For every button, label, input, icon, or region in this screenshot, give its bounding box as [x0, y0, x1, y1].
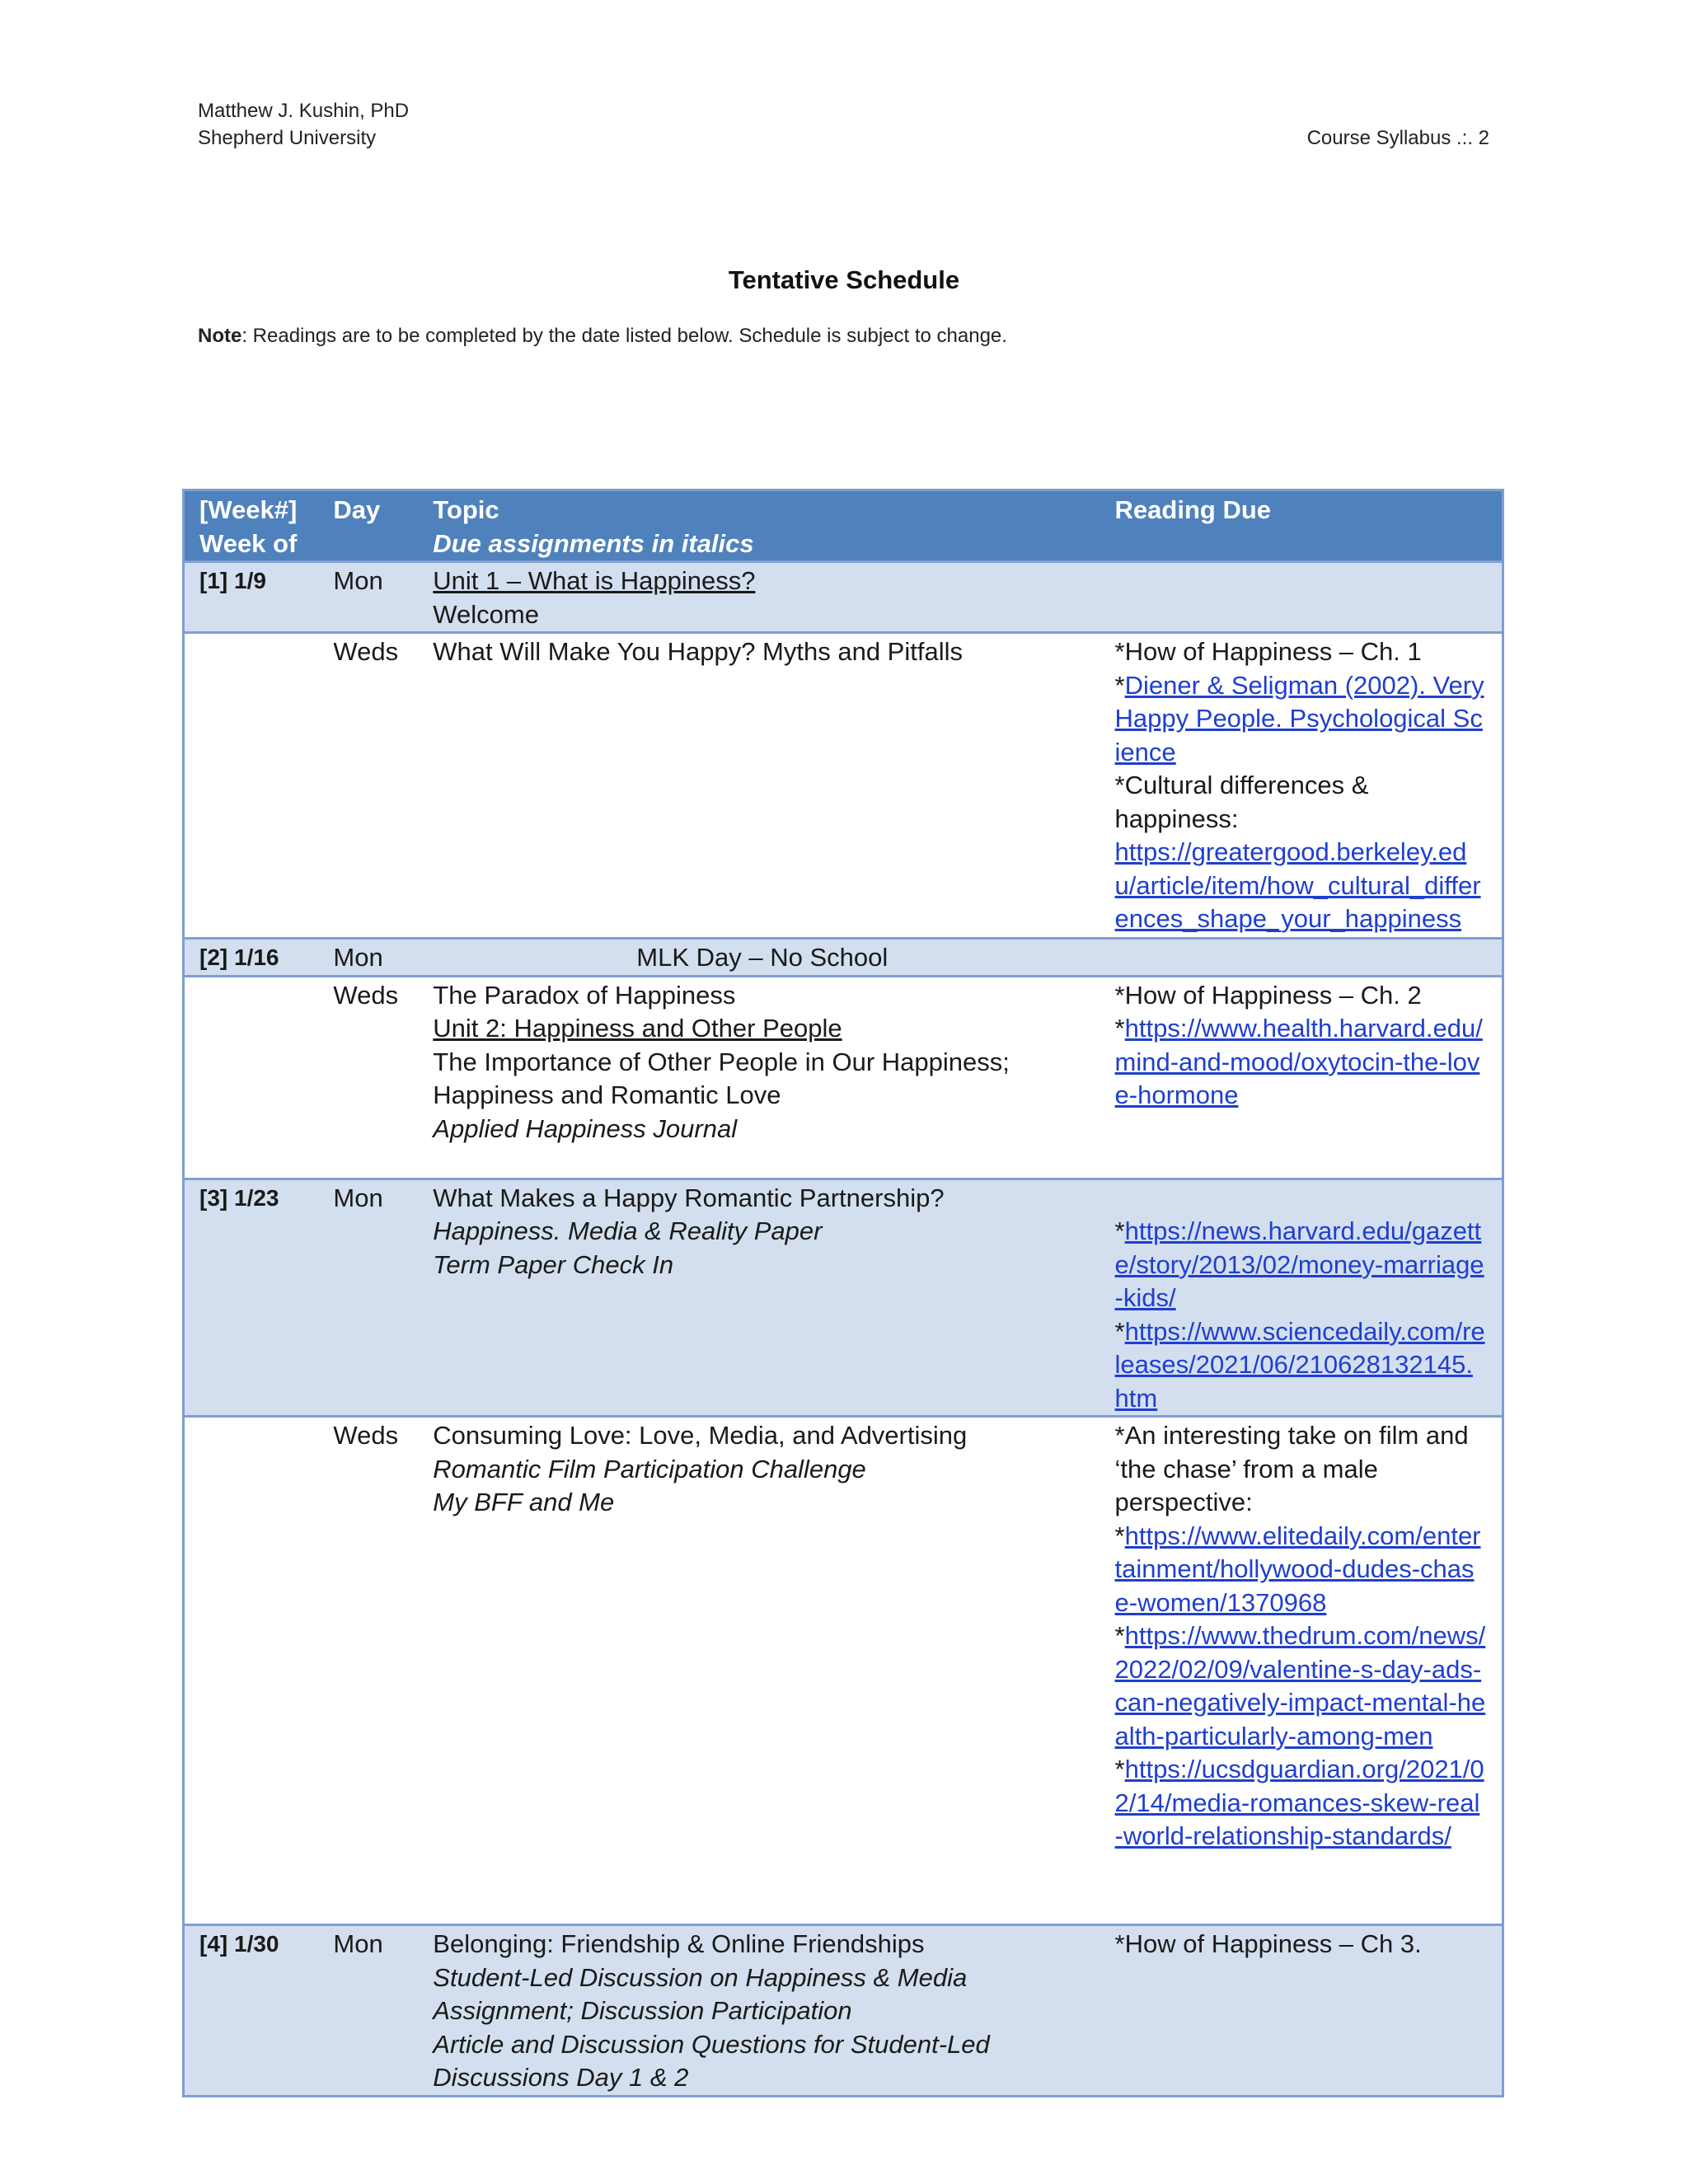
reading-item: [1115, 1419, 1487, 1520]
schedule-body: [184, 562, 1503, 2097]
row-reading: [1100, 633, 1503, 939]
topic-line: Happiness. Media & Reality Paper: [433, 1216, 823, 1245]
reading-text: An interesting take on film and ‘the chase’ from a male perspective:: [1114, 1421, 1469, 1516]
reading-bullet: *: [1114, 1216, 1125, 1245]
topic-line: Consuming Love: Love, Media, and Advertising: [433, 1421, 968, 1450]
table-row: [184, 939, 1503, 977]
reading-item: [1115, 769, 1487, 836]
row-week: [184, 1417, 319, 1925]
row-day: Weds: [333, 637, 399, 666]
row-reading: [1100, 1925, 1503, 2097]
header-topic-line2: Due assignments in italics: [433, 528, 754, 558]
reading-item: [1115, 1315, 1487, 1416]
table-row: [184, 633, 1503, 939]
row-reading: [1100, 1417, 1503, 1925]
note-label: Note: [198, 325, 242, 347]
row-week: [184, 633, 319, 939]
reading-bullet: *: [1114, 1014, 1125, 1043]
reading-link[interactable]: https://www.elitedaily.com/entertainment/hollywood-dudes-chase-women/1370968: [1114, 1521, 1481, 1617]
header-reading: Reading Due: [1114, 495, 1272, 524]
header-day: Day: [333, 495, 381, 524]
row-day: Mon: [333, 1929, 383, 1958]
topic-line: Belonging: Friendship & Online Friendships: [433, 1929, 925, 1958]
document-title: Tentative Schedule: [728, 265, 960, 294]
row-week: [2] 1/16: [199, 944, 279, 970]
reading-bullet: *: [1114, 1755, 1125, 1783]
reading-bullet: *: [1114, 1521, 1125, 1550]
table-row: [184, 1179, 1503, 1417]
reading-text: How of Happiness – Ch. 2: [1124, 980, 1422, 1010]
topic-line: What Will Make You Happy? Myths and Pitfalls: [433, 637, 963, 666]
header-page-label: Course Syllabus .:. 2: [1306, 127, 1489, 149]
row-day: Mon: [333, 1183, 383, 1212]
row-topic: [418, 1179, 1100, 1417]
schedule-note: [198, 325, 1007, 348]
reading-item: [1115, 836, 1487, 936]
topic-line: Unit 2: Happiness and Other People: [433, 1014, 842, 1043]
header-university: Shepherd University: [198, 127, 377, 149]
topic-line: Applied Happiness Journal: [433, 1113, 738, 1143]
reading-link[interactable]: https://www.sciencedaily.com/releases/2021/06/210628132145.htm: [1114, 1316, 1485, 1413]
reading-text: How of Happiness – Ch. 1: [1124, 637, 1422, 666]
header-week: [184, 490, 319, 562]
reading-item: [1115, 1520, 1487, 1620]
row-day: Weds: [333, 1421, 399, 1450]
reading-link[interactable]: Diener & Seligman (2002). Very Happy People. Psychological Science: [1114, 670, 1484, 766]
reading-item: [1115, 1753, 1487, 1854]
row-topic: [418, 562, 1100, 633]
reading-item: [1115, 669, 1487, 770]
topic-line: Unit 1 – What is Happiness?: [433, 566, 756, 595]
topic-line: What Makes a Happy Romantic Partnership?: [433, 1183, 945, 1212]
row-topic: [418, 976, 1100, 1179]
topic-line: Term Paper Check In: [433, 1249, 674, 1279]
topic-line: Romantic Film Participation Challenge: [433, 1454, 866, 1483]
row-week: [184, 976, 319, 1179]
reading-text: How of Happiness – Ch 3.: [1124, 1929, 1422, 1958]
row-reading: [1100, 562, 1503, 633]
row-day: Mon: [333, 566, 383, 595]
table-header-row: [184, 490, 1503, 562]
reading-bullet: *: [1114, 771, 1125, 799]
header-author: Matthew J. Kushin, PhD: [198, 100, 410, 122]
reading-item: [1115, 979, 1487, 1013]
topic-line: The Paradox of Happiness: [433, 980, 736, 1010]
reading-item: [1115, 635, 1487, 669]
row-day: Mon: [333, 943, 383, 972]
reading-link[interactable]: https://greatergood.berkeley.edu/article/item/how_cultural_differences_shape_your_happiness: [1114, 837, 1481, 933]
reading-bullet: *: [1114, 670, 1125, 700]
table-row: [184, 562, 1503, 633]
row-reading: [1100, 1179, 1503, 1417]
schedule-table: [182, 489, 1504, 2097]
reading-text: Cultural differences & happiness:: [1114, 771, 1369, 833]
row-reading: [1100, 939, 1503, 977]
header-week-line1: [Week#]: [199, 495, 298, 524]
reading-item: [1115, 1182, 1487, 1216]
topic-line: MLK Day – No School: [636, 943, 889, 972]
table-row: [184, 1925, 1503, 2097]
table-row: [184, 976, 1503, 1179]
topic-line: Article and Discussion Questions for Student-Led Discussions Day 1 & 2: [433, 2029, 990, 2092]
reading-item: [1115, 1928, 1487, 1961]
row-topic: [418, 939, 1100, 977]
row-week: [3] 1/23: [199, 1184, 279, 1211]
row-reading: [1100, 976, 1503, 1179]
reading-bullet: *: [1114, 1929, 1125, 1958]
topic-line: Student-Led Discussion on Happiness & Media Assignment; Discussion Participation: [433, 1962, 968, 2025]
row-topic: [418, 1925, 1100, 2097]
reading-link[interactable]: https://www.health.harvard.edu/mind-and-mood/oxytocin-the-love-hormone: [1114, 1014, 1483, 1109]
header-week-line2: Week of: [199, 528, 298, 558]
topic-line: My BFF and Me: [433, 1488, 615, 1516]
topic-line: Welcome: [433, 599, 539, 629]
header-topic-line1: Topic: [433, 495, 499, 524]
reading-item: [1115, 1619, 1487, 1753]
row-week: [1] 1/9: [199, 568, 266, 593]
reading-bullet: *: [1114, 980, 1125, 1010]
reading-link[interactable]: https://news.harvard.edu/gazette/story/2013/02/money-marriage-kids/: [1114, 1216, 1484, 1312]
topic-line: The Importance of Other People in Our Happiness;: [433, 1047, 1010, 1076]
table-row: [184, 1417, 1503, 1925]
row-week: [4] 1/30: [199, 1931, 279, 1957]
row-day: Weds: [333, 980, 399, 1010]
reading-bullet: *: [1114, 1316, 1125, 1346]
reading-bullet: *: [1114, 1621, 1125, 1650]
reading-bullet: *: [1114, 1421, 1125, 1450]
reading-item: [1115, 1215, 1487, 1315]
row-topic: [418, 633, 1100, 939]
note-text: : Readings are to be completed by the date listed below. Schedule is subject to change.: [241, 325, 1007, 347]
reading-link[interactable]: https://www.thedrum.com/news/2022/02/09/valentine-s-day-ads-can-negatively-impact-mental-health-particularly-among-men: [1114, 1621, 1486, 1750]
reading-item: [1115, 1012, 1487, 1113]
topic-line: Happiness and Romantic Love: [433, 1080, 781, 1109]
row-topic: [418, 1417, 1100, 1925]
header-topic: [418, 490, 1100, 562]
reading-link[interactable]: https://ucsdguardian.org/2021/02/14/media-romances-skew-real-world-relationship-standards/: [1114, 1755, 1484, 1850]
reading-bullet: *: [1114, 637, 1125, 666]
